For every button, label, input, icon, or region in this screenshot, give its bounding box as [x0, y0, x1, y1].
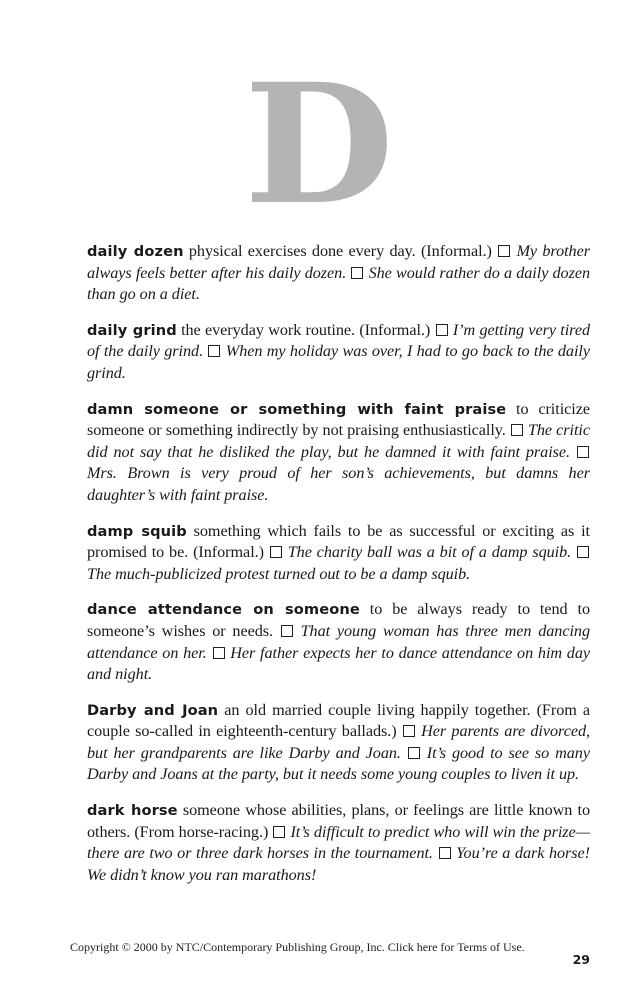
headword: Darby and Joan	[87, 701, 219, 719]
example-separator-box	[498, 245, 510, 257]
dictionary-entry	[87, 241, 590, 306]
example: The much-publicized protest turned out to be a damp squib.	[87, 564, 471, 583]
headword: damn someone or something with faint praise	[87, 400, 507, 418]
headword: daily dozen	[87, 243, 184, 260]
definition: the everyday work routine. (Informal.)	[176, 320, 435, 339]
example: Her parents are divorced, but her grandparents are like Darby and Joan.	[87, 722, 591, 762]
example-separator-box	[351, 267, 363, 279]
section-letter: D	[243, 47, 395, 241]
example: I’m getting very tired of the daily grind.	[87, 320, 591, 361]
example-separator-box	[208, 345, 220, 357]
example: She would rather do a daily dozen than go on a diet.	[87, 263, 591, 304]
entry-list	[87, 241, 590, 900]
example-separator-box	[577, 446, 589, 458]
headword: dance attendance on someone	[87, 601, 360, 619]
example: Her father expects her to dance attendance on him day and night.	[87, 643, 591, 684]
dictionary-entry	[87, 399, 590, 507]
example: That young woman has three men dancing attendance on her.	[87, 621, 590, 662]
example-separator-box	[270, 546, 282, 558]
definition: to be always ready to tend to someone’s wishes or needs.	[87, 600, 590, 640]
page-number: 29	[572, 952, 590, 967]
example: When my holiday was over, I had to go back to the daily grind.	[87, 342, 590, 382]
definition: an old married couple living happily together. (From a couple so-called in eighteenth-century ballads.)	[87, 700, 590, 741]
definition: physical exercises done every day. (Informal.)	[183, 242, 498, 260]
example: It’s good to see so many Darby and Joans at the party, but it needs some young couples to liven it up.	[87, 743, 590, 784]
headword: daily grind	[87, 321, 177, 339]
definition: someone whose abilities, plans, or feelings are little known to others. (From horse-racing.)	[87, 801, 590, 841]
headword: dark horse	[87, 802, 178, 820]
headword: damp squib	[87, 522, 187, 540]
example-separator-box	[511, 424, 523, 436]
example: My brother always feels better after his daily dozen.	[87, 242, 590, 282]
definition: to criticize someone or something indirectly by not praising enthusiastically.	[87, 399, 590, 440]
example-separator-box	[439, 847, 451, 859]
example-separator-box	[403, 725, 415, 737]
example-separator-box	[273, 826, 285, 838]
definition: something which fails to be as successful or exciting as it promised to be. (Informal.)	[87, 521, 591, 562]
copyright-notice[interactable]: Copyright © 2000 by NTC/Contemporary Publishing Group, Inc. Click here for Terms of Use.	[70, 940, 525, 954]
dictionary-entry	[87, 320, 590, 385]
example-separator-box	[408, 747, 420, 759]
example: You’re a dark horse! We didn’t know you ran marathons!	[87, 844, 591, 884]
example: Mrs. Brown is very proud of her son’s achievements, but damns her daughter’s with faint praise.	[87, 464, 590, 504]
example-separator-box	[577, 546, 589, 558]
example: The charity ball was a bit of a damp squib.	[287, 543, 572, 562]
example-separator-box	[281, 625, 293, 637]
dictionary-entry	[87, 521, 590, 586]
example: The critic did not say that he disliked the play, but he damned it with faint praise.	[87, 421, 590, 461]
dictionary-entry	[87, 599, 590, 685]
dictionary-entry	[87, 800, 590, 886]
example: It’s difficult to predict who will win the prize—there are two or three dark horses in the tournament.	[87, 822, 590, 863]
example-separator-box	[436, 324, 448, 336]
dictionary-entry	[87, 700, 590, 786]
example-separator-box	[213, 647, 225, 659]
